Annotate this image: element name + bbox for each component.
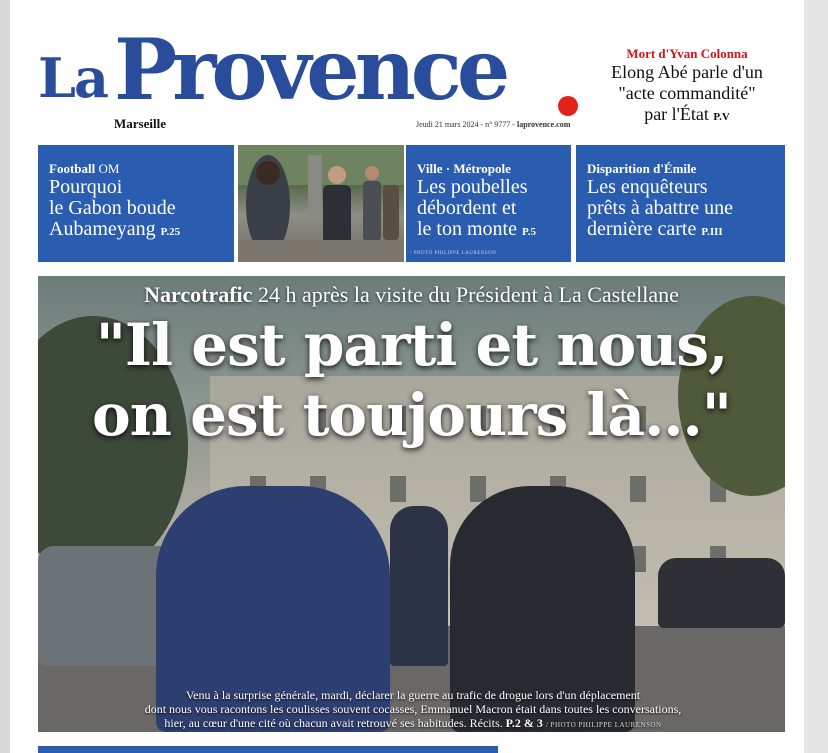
teaser-headline-line: Pourquoi <box>49 176 123 198</box>
issue-line <box>416 120 570 129</box>
issue-date: Jeudi 21 mars 2024 - n° 9777 - <box>416 120 515 129</box>
logo-la: La <box>38 46 107 110</box>
teaser-headline-text: dernière carte <box>587 218 697 240</box>
teaser-kicker-bold: Disparition d'Émile <box>587 161 697 176</box>
caption-pages: P.2 & 3 <box>505 716 543 730</box>
teaser-kicker <box>587 161 775 177</box>
teaser-photo-illustration <box>238 145 404 262</box>
issue-site: laprovence.com <box>516 120 571 129</box>
teaser-headline-line: prêts à abattre une <box>587 197 734 219</box>
teaser-headline-line: débordent et <box>417 197 517 219</box>
bottom-strip <box>38 746 498 753</box>
teaser-kicker <box>49 161 224 177</box>
story-overline <box>38 282 785 308</box>
teaser-kicker-rest: OM <box>95 161 120 176</box>
photo-credit: / PHOTO PHILIPPE LAURENSON <box>410 251 497 256</box>
teaser-headline-line <box>49 219 224 243</box>
top-teaser-line: Elong Abé parle d'un <box>611 62 763 82</box>
police-officer-illustration <box>390 506 448 666</box>
story-headline <box>38 310 785 450</box>
teaser-headline-line: Les poubelles <box>417 176 528 198</box>
teaser-headline-text: le ton monte <box>417 218 517 240</box>
story-kicker: Narcotrafic <box>144 282 253 307</box>
teaser-page: P.5 <box>521 226 536 238</box>
teaser-headline-line: Les enquêteurs <box>587 176 708 198</box>
logo-red-dot <box>558 96 578 116</box>
top-teaser-line <box>592 104 782 128</box>
story-headline-line: "Il est parti et nous, <box>95 311 728 379</box>
teaser-headline-text: Aubameyang <box>49 218 156 240</box>
caption-line: Venu à la surprise générale, mardi, déclarer la guerre au trafic de drogue lors d'un déplacement <box>185 688 641 702</box>
teaser-headline-line <box>587 219 775 243</box>
teaser-kicker-bold: Football <box>49 161 96 176</box>
top-teaser[interactable] <box>592 46 782 128</box>
story-caption <box>68 688 758 732</box>
page-edge-left <box>0 0 10 753</box>
caption-line <box>68 716 758 732</box>
top-teaser-line: "acte commandité" <box>618 83 756 103</box>
teaser-football[interactable] <box>38 145 234 262</box>
teaser-headline-line <box>417 219 561 243</box>
top-teaser-page: P.V <box>713 111 730 123</box>
teaser-page: P.III <box>701 226 723 238</box>
masthead <box>38 20 598 131</box>
edition-label: Marseille <box>114 116 166 131</box>
page-edge-right <box>804 0 828 753</box>
logo-provence: Provence <box>114 20 506 119</box>
teaser-disparition[interactable] <box>576 145 785 262</box>
teaser-strip <box>38 145 785 262</box>
caption-credit: / PHOTO PHILIPPE LAURENSON <box>545 721 662 729</box>
car-illustration <box>658 558 785 628</box>
story-headline-line: on est toujours là..." <box>92 381 731 449</box>
teaser-headline-line: le Gabon boude <box>49 197 176 219</box>
top-teaser-line-text: par l'État <box>644 104 709 124</box>
teaser-photo <box>238 145 404 262</box>
teaser-kicker-bold: Ville · Métropole <box>417 161 511 176</box>
top-teaser-kicker: Mort d'Yvan Colonna <box>626 46 748 61</box>
caption-line: dont nous vous racontons les coulisses souvent cocasses, Emmanuel Macron était dans toutes les conversations, <box>144 702 682 716</box>
main-story[interactable] <box>38 276 785 732</box>
teaser-page: P.25 <box>160 226 181 238</box>
story-overline-text: 24 h après la visite du Président à La Castellane <box>252 282 679 307</box>
caption-line-text: hier, au cœur d'une cité où chacun avait retrouvé ses habitudes. Récits. <box>164 716 503 730</box>
teaser-kicker <box>417 161 561 177</box>
teaser-ville[interactable] <box>406 145 571 262</box>
